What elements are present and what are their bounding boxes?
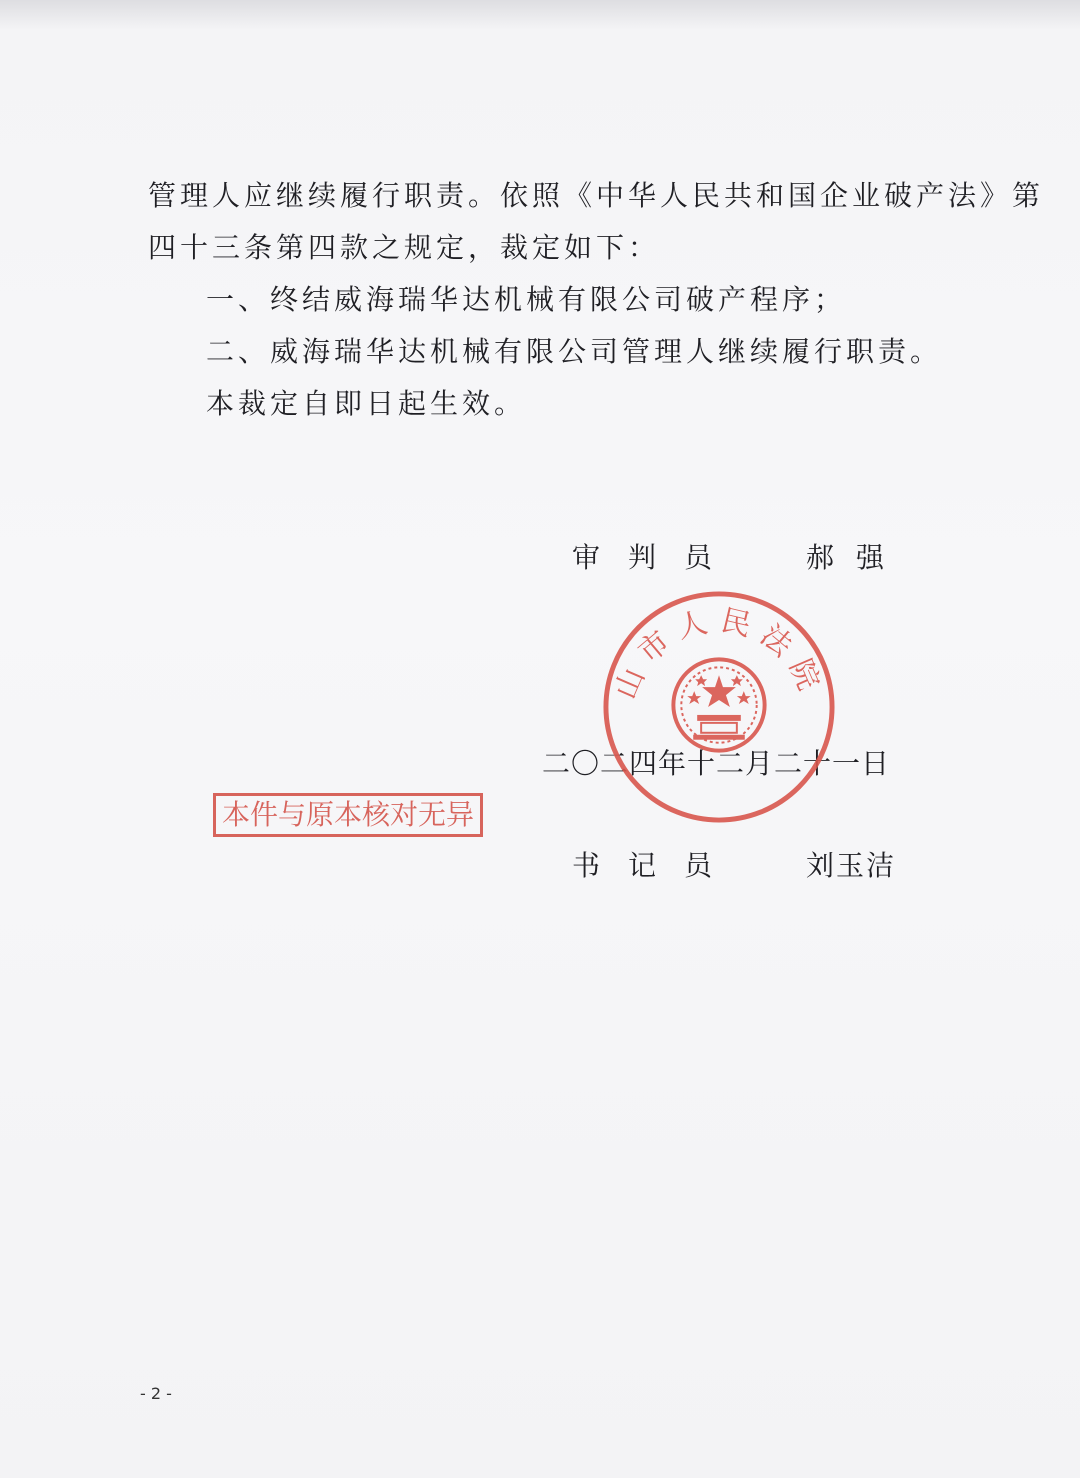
scan-shadow	[0, 0, 1080, 30]
seal-outer-ring	[606, 594, 832, 820]
ruling-item-1: 一、终结威海瑞华达机械有限公司破产程序；	[206, 283, 847, 316]
national-emblem-icon	[673, 659, 764, 750]
court-seal	[600, 588, 838, 826]
seal-text: 山市人民法院	[608, 602, 830, 705]
ruling-item-2: 二、威海瑞华达机械有限公司管理人继续履行职责。	[206, 335, 943, 368]
clerk-label: 书记员	[572, 849, 741, 882]
judge-name: 郝强	[806, 541, 907, 574]
judge-label: 审判员	[572, 541, 741, 574]
verification-stamp: 本件与原本核对无异	[213, 793, 483, 837]
ruling-date: 二〇二四年十二月二十一日	[542, 747, 891, 780]
page-number: - 2 -	[140, 1384, 172, 1403]
body-line-2: 四十三条第四款之规定，裁定如下：	[148, 231, 661, 264]
effective-statement: 本裁定自即日起生效。	[206, 387, 527, 420]
body-line-1: 管理人应继续履行职责。依照《中华人民共和国企业破产法》第	[148, 179, 1045, 212]
clerk-name: 刘玉洁	[806, 849, 897, 882]
